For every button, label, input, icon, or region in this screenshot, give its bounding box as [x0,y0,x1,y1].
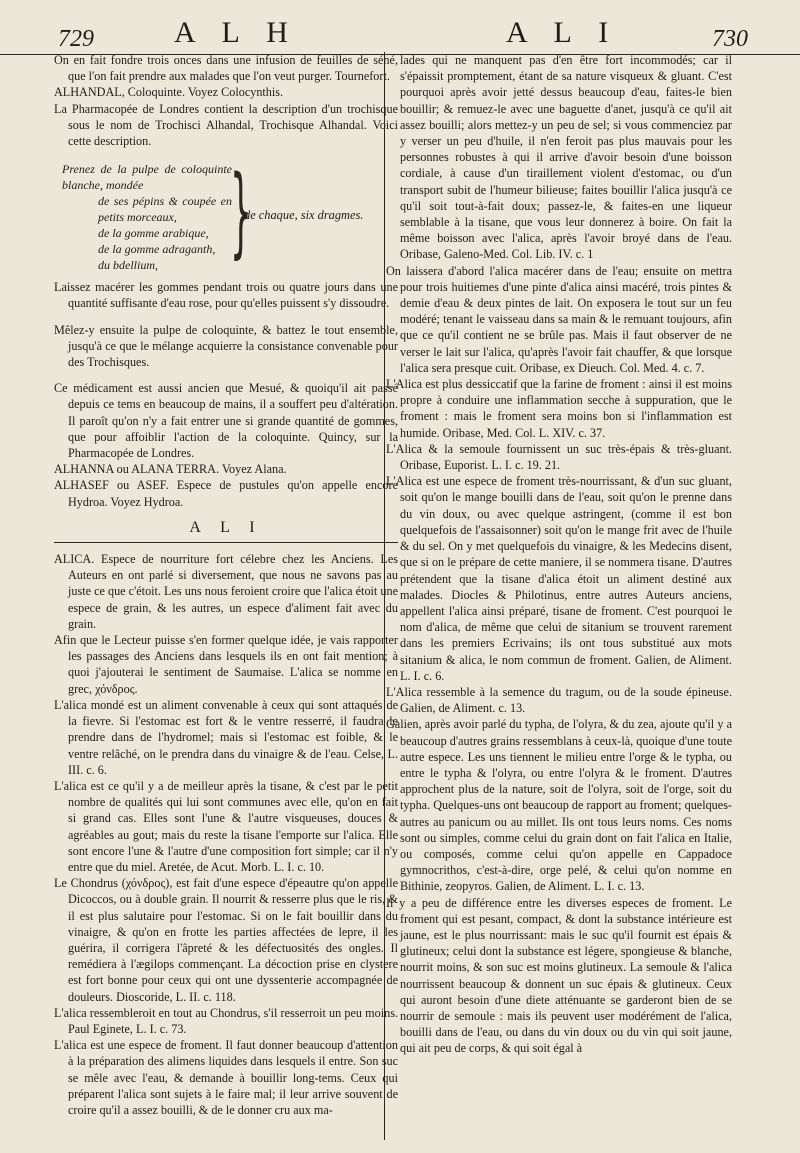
left-column [54,52,398,1118]
right-page-number: 730 [712,26,748,52]
entry-alica-paragraph: Le Chondrus (χόνδρος), est fait d'une espece d'épeautre qu'on appelle Dicoccos, ou à double grain. Il nourrit & resserre plus que le ris, & il est plus salutaire pour l'estomac. Si on le fait bouillir dans du vinaigre, & qu'on en frotte les parties affectées de lepre, il les guérira, il corrigera l'âpreté & les défectuosités des ongles. Il remédiera à l'ægilops commençant. La décoction prise en clystere est fort bonne pour ceux qui ont une dyssenterie accompagnée de douleurs. Dioscoride, L. II. c. 118. [54,876,398,1004]
entry-alica-paragraph: Afin que le Lecteur puisse s'en former quelque idée, je vais rapporter les passages des Anciens dans lesquels ils en ont fait mention; à quoi j'ajouterai le sentiment de Saumaise. L'alica se nomme en grec, χόνδρος. [54,633,398,696]
entry-alica-paragraph: L'Alica est plus dessiccatif que la farine de froment : ainsi il est moins propre à conduire une inflammation secche à suppuration, que le froment : mais le froment sera moins bon si l'inflammation est humide. Oribase, Med. Col. L. XIV. c. 37. [386,377,732,440]
recipe-line: de la gomme adraganth, [98,242,216,257]
recipe-brace: } [230,155,252,270]
recipe-line: Prenez de la pulpe de coloquinte blanche, mondée [62,162,232,193]
entry-alica-paragraph: L'Alica est une espece de froment très-nourrissant, & d'un suc gluant, soit qu'on le mange bouilli dans de l'eau, soit qu'on le prenne dans du vin doux, ou avec quelque astringent, (comme il est bon quelquefois de l'assaisonner) soit qu'on le mange frit avec de l'huile & du sel. On y met quelquefois du vinaigre, & les Medecins disent, que si on le prépare de cette maniere, il se nommera tisane. D'autres prétendent que la tisane d'alica étoit un aliment destiné aux malades. Diocles & Philotinus, entre autres Auteurs anciens, appellent l'alica ainsi préparé, tisane de froment. C'est pourquoi le nom d'alica, de même que celui de sitanium se trouvent rarement dans les premiers Ecrivains; ils ont tous substitué aux mots sitanium & alica, le nom commun de froment. Galien, de Aliment. L. I. c. 6. [386,474,732,683]
entry-alica-paragraph: L'alica mondé est un aliment convenable à ceux qui sont attaqués de la fievre. Si l'estomac est fort & le ventre resserré, il faudra le prendre dans de l'hydromel; mais si l'estomac est foible, & le ventre relâché, on le prendra dans du vinaigre & de l'eau. Celse, L. III. c. 6. [54,697,398,777]
right-column [386,52,732,1057]
section-rule [54,542,398,543]
entry-alica-paragraph: Il y a peu de différence entre les diverses especes de froment. Le froment qui est pesant, compact, & dont la substance intérieure est jaune, est le plus nourrissant: mais le suc qu'il fournit est épais & glutineux; celui dont la substance est légere, spongieuse & blanche, nourrit moins, & son suc est moins glutineux. La semoule & l'alica nourrissent beaucoup & donnent un suc épais & glutineux. Ceux qui auront besoin d'une diete atténuante se garderont bien de se nourrir de semoule : mais ils peuvent user modérément de l'alica, bouilli dans de l'eau, ou dans du vin doux ou du vin qui soit jaune, qui ait peu de corps, & qui soit égal à [386,895,732,1056]
entry-melez: Mêlez-y ensuite la pulpe de coloquinte, & battez le tout ensemble, jusqu'à ce que le mélange acquierre la consistance convenable pour des Trochisques. [54,322,398,370]
entry-alhandal: ALHANDAL, Coloquinte. Voyez Colocynthis. [54,85,284,100]
recipe-ingredients [62,161,232,273]
left-page-number: 729 [58,26,94,52]
entry-alica-paragraph: L'Alica ressemble à la semence du tragum, ou de la soude épineuse. Galien, de Aliment. c. 13. [386,684,732,716]
entry-alica-continued: lades qui ne manquent pas d'en être fort incommodés; car il s'épaissit promptement, étant de sa nature visqueux & gluant. C'est pourquoi après avoir jetté dessus beaucoup d'eau, faites-le bien bouillir; & remuez-le avec une baguette d'anet, jusqu'à ce qu'il ait assez bouilli; alors mettez-y un peu de sel; si vous commenciez par y verser un peu d'huile, il n'en feroit pas plus mauvais pour les personnes robustes à qui il arrive d'avoir besoin d'une boisson cordiale, à cause d'un tiraillement violent d'estomac, ou d'un transport subit de l'humeur bilieuse; faites bouillir l'alica jusqu'à ce qu'il soit tout-à-fait doux; passez-le, & faites-en une liqueur semblable à la tisane, que vous leur donnerez à boire. On fait la même boisson avec l'alica, après l'avoir broyé dans de l'eau. Oribase, Galeno-Med. Col. Lib. IV. c. 1 [400,53,732,262]
recipe-line: de ses pépins & coupée en petits morceaux, [98,194,232,225]
running-header [0,8,800,55]
section-title: A L I [189,518,263,536]
recipe-block [62,155,398,273]
entry-alica-paragraph: On laissera d'abord l'alica macérer dans de l'eau; ensuite on mettra pour trois huitiemes d'une pinte d'alica ainsi macéré, trois pintes & demie d'eau & deux pintes de lait. On exposera le tout sur un feu modéré; tenant le vaisseau dans sa main & le remuant toujours, afin que ce qu'il contient ne se brûle pas. Mais il faut observer de ne verser le lait sur l'alica, qu'après l'avoir fait chauffer, & que lorsque l'alica sera presque cuit. Oribase, ex Dieuch. Col. Med. 4. c. 7. [386,263,732,375]
entry-alica-paragraph: L'alica ressembleroit en tout au Chondrus, s'il resserroit un peu moins. Paul Eginete, L. I. c. 73. [54,1005,398,1036]
recipe-dose: de chaque, six dragmes. [244,208,364,223]
entry-alica-paragraph: L'alica est ce qu'il y a de meilleur après la tisane, & c'est par le petit nombre de qualités qui lui sont communes avec elle, qu'on en fait si grand cas. Elles sont l'une & l'autre visqueuses, douces & agréables au gout; mais du reste la tisane l'emporte sur l'alica. Elle sont encore l'une & l'autre d'une composition fort simple; car il n'y entre que du miel. Aretée, de Acut. Morb. L. I. c. 10. [54,778,398,874]
entry-intro: On en fait fondre trois onces dans une infusion de feuilles de séné, que l'on fait prendre aux malades que l'on veut purger. Tournefort. [54,53,398,84]
recipe-line: de la gomme arabique, [98,226,209,241]
entry-alica-paragraph: L'alica est une espece de froment. Il faut donner beaucoup d'attention à la préparation des alimens liquides dans lesquels il entre. Son suc se mêle avec l'eau, & demande à bouillir long-tems. Ceux qui préparent l'alica sont sujets à le faire mal; il leur arrive souvent de croire qu'il a assez bouilli, & de le donner cru aux ma- [54,1038,398,1117]
right-running-title: A L I [506,16,619,49]
entry-alica: ALICA. Espece de nourriture fort célebre chez les Anciens. Les Auteurs en ont parlé si diversement, que nous ne savons pas au juste ce que c'étoit. Les uns nous feroient croire que l'alica étoit une espece de grain, & les autres, un espece d'aliment fait avec du grain. [54,552,398,631]
left-running-title: A L H [174,16,298,49]
entry-alhasef: ALHASEF ou ASEF. Espece de pustules qu'on appelle encore Hydroa. Voyez Hydroa. [54,478,398,509]
recipe-line: du bdellium, [98,258,158,273]
entry-alica-paragraph: Galien, après avoir parlé du typha, de l'olyra, & du zea, ajoute qu'il y a beaucoup d'autres grains ressemblans à ceux-là, quoique d'une toute autre espece. Les uns tiennent le milieu entre l'orge & le typha, ou entre le typha & l'olyra, ou entre l'olyra & le froment. D'autres approchent plus de la nature, soit de l'olyra, soit de l'orge, soit du typha. Quelques-uns ont beaucoup de rapport au froment; quelques-autres au panicum ou au millet. Ils ont tous leurs noms. Ces noms sont ou simples, comme celui du grain dont on fait l'alica en Italie, ou composés, comme celui qu'on appelle en Cappadoce gymnocrithos, c'est-à-dire, orge pelé, & celui qu'on nomme en Bithinie, zeopyros. Galien, de Aliment. L. I. c. 13. [386,717,732,894]
entry-medicament: Ce médicament est aussi ancien que Mesué, & quoiqu'il ait passé depuis ce tems en beaucoup de mains, il a souffert peu d'altération. Il paroît qu'on n'y a fait entrer une si grande quantité de gommes, que pour affoiblir l'action de la coloquinte. Quincy, sur la Pharmacopée de Londres. [54,381,398,461]
entry-laissez: Laissez macérer les gommes pendant trois ou quatre jours dans une quantité suffisante d'eau rose, pour qu'elles puissent s'y dissoudre. [54,280,398,311]
entry-pharmacopee: La Pharmacopée de Londres contient la description d'un trochisque sous le nom de Trochisci Alhandal, Trochisque Alhandal. Voici cette description. [54,101,398,149]
entry-alhanna: ALHANNA ou ALANA TERRA. Voyez Alana. [54,462,287,477]
entry-alica-paragraph: L'Alica & la semoule fournissent un suc très-épais & très-gluant. Oribase, Euporist. L. I. c. 19. 21. [386,441,732,473]
